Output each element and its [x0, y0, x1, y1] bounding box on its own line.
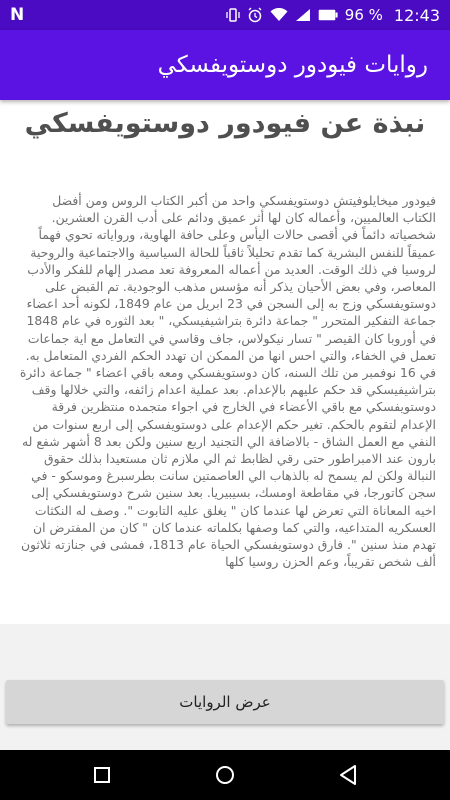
notification-icon: N [10, 5, 25, 25]
page-heading: نبذة عن فيودور دوستويفسكي [24, 108, 426, 139]
app-title: روايات فيودور دوستويفسكي [157, 52, 428, 78]
battery-percent: 96 % [344, 6, 383, 24]
biography-text: فيودور ميخايلوفيتش دوستويفسكي واحد من أكبر الكتاب الروس ومن أفضل الكتاب العالميين، وأعماله كان لها أثر عميق ودائم على أدب القرن العشرين. شخصياته دائماً في أقصى حالات اليأس وعلى حافة الهاوية، ورواياته تحوي فهماً عميقاً للنفس البشرية كما تقدم تحليلاً ثاقباً للحالة السياسية والاجتماعية والروحية لروسيا في ذلك الوقت. العديد من أعماله المعروفة تعد مصدر إلهام للفكر والأدب المعاصر، وفي بعض الأحيان يذكر أنه مؤسس مذهب الوجودية. تم القبض على دوستويفسكي وزج به إلى السجن في 23 ابريل من عام 1849، لكونه أحد اعضاء جماعة التفكير المتحرر " جماعة دائرة بتراشيفيسكي، " بعد الثوره في عام 1848 في أوروبا كان القيصر " تسار نيكولاس، جاف وقاسي في التعامل مع اية جماعات تعمل في الخفاء، والتي احس انها من الممكن ان تهدد الحكم الفردي المتعامل به. في 16 نوفمبر من تلك السنه، كان دوستويفسكي ومعه باقي اعضاء " جماعة دائرة بتراشيفيسكي قد حكم عليهم بالإعدام. بعد عملية اعدام زائفه، والتي خلالها وقف دوستويفسكي مع باقي الأعضاء في الخارج في اجواء متجمده منتظرين فرقة الإعدام لتقوم بالحكم. تغير حكم الإعدام على دوستويفسكي إلى اربع سنوات من النفي مع العمل الشاق - بالاضافة الي التجنيد اربع سنين ولكن بعد 8 أشهر شفع له بارون عند الامبراطور حتى رقي لظابط ثم الي ملازم ثان مستعيدا بذلك حقوق النبالة ولكن لم يسمح له بالذهاب الي العاصمتين سانت بطرسبرغ وموسكو - في سجن كاتورجا، في مقاطعة اومسك، بسيبيريا. بعد سنين شرح دوستويفسكي إلى اخيه المعاناة التي تعرض لها عندما كان " يغلق عليه التابوت ". وصف له النكثات العسكريه المتداعيه، والتي كما وصفها بكلماته عندما كان " كان من المفترض ان تهدم منذ سنين ". فارق دوستويفسكي الحياة عام 1813، فمشى في جنازته ثلاثون ألف شخص تقريباً، وعم الحزن روسيا كلها [19, 193, 436, 570]
battery-icon [318, 6, 338, 24]
back-icon[interactable] [323, 750, 373, 800]
navigation-bar [0, 750, 450, 800]
vibrate-icon [226, 6, 240, 24]
main-content [0, 100, 450, 624]
recents-icon[interactable] [77, 750, 127, 800]
wifi-icon [270, 6, 288, 24]
status-icons [226, 6, 440, 25]
show-novels-button[interactable]: عرض الروايات [6, 680, 444, 724]
button-area [0, 624, 450, 750]
signal-icon [295, 6, 311, 24]
status-bar [0, 0, 450, 30]
alarm-icon [247, 6, 263, 24]
home-icon[interactable] [200, 750, 250, 800]
clock: 12:43 [393, 5, 440, 25]
app-bar [0, 30, 450, 100]
